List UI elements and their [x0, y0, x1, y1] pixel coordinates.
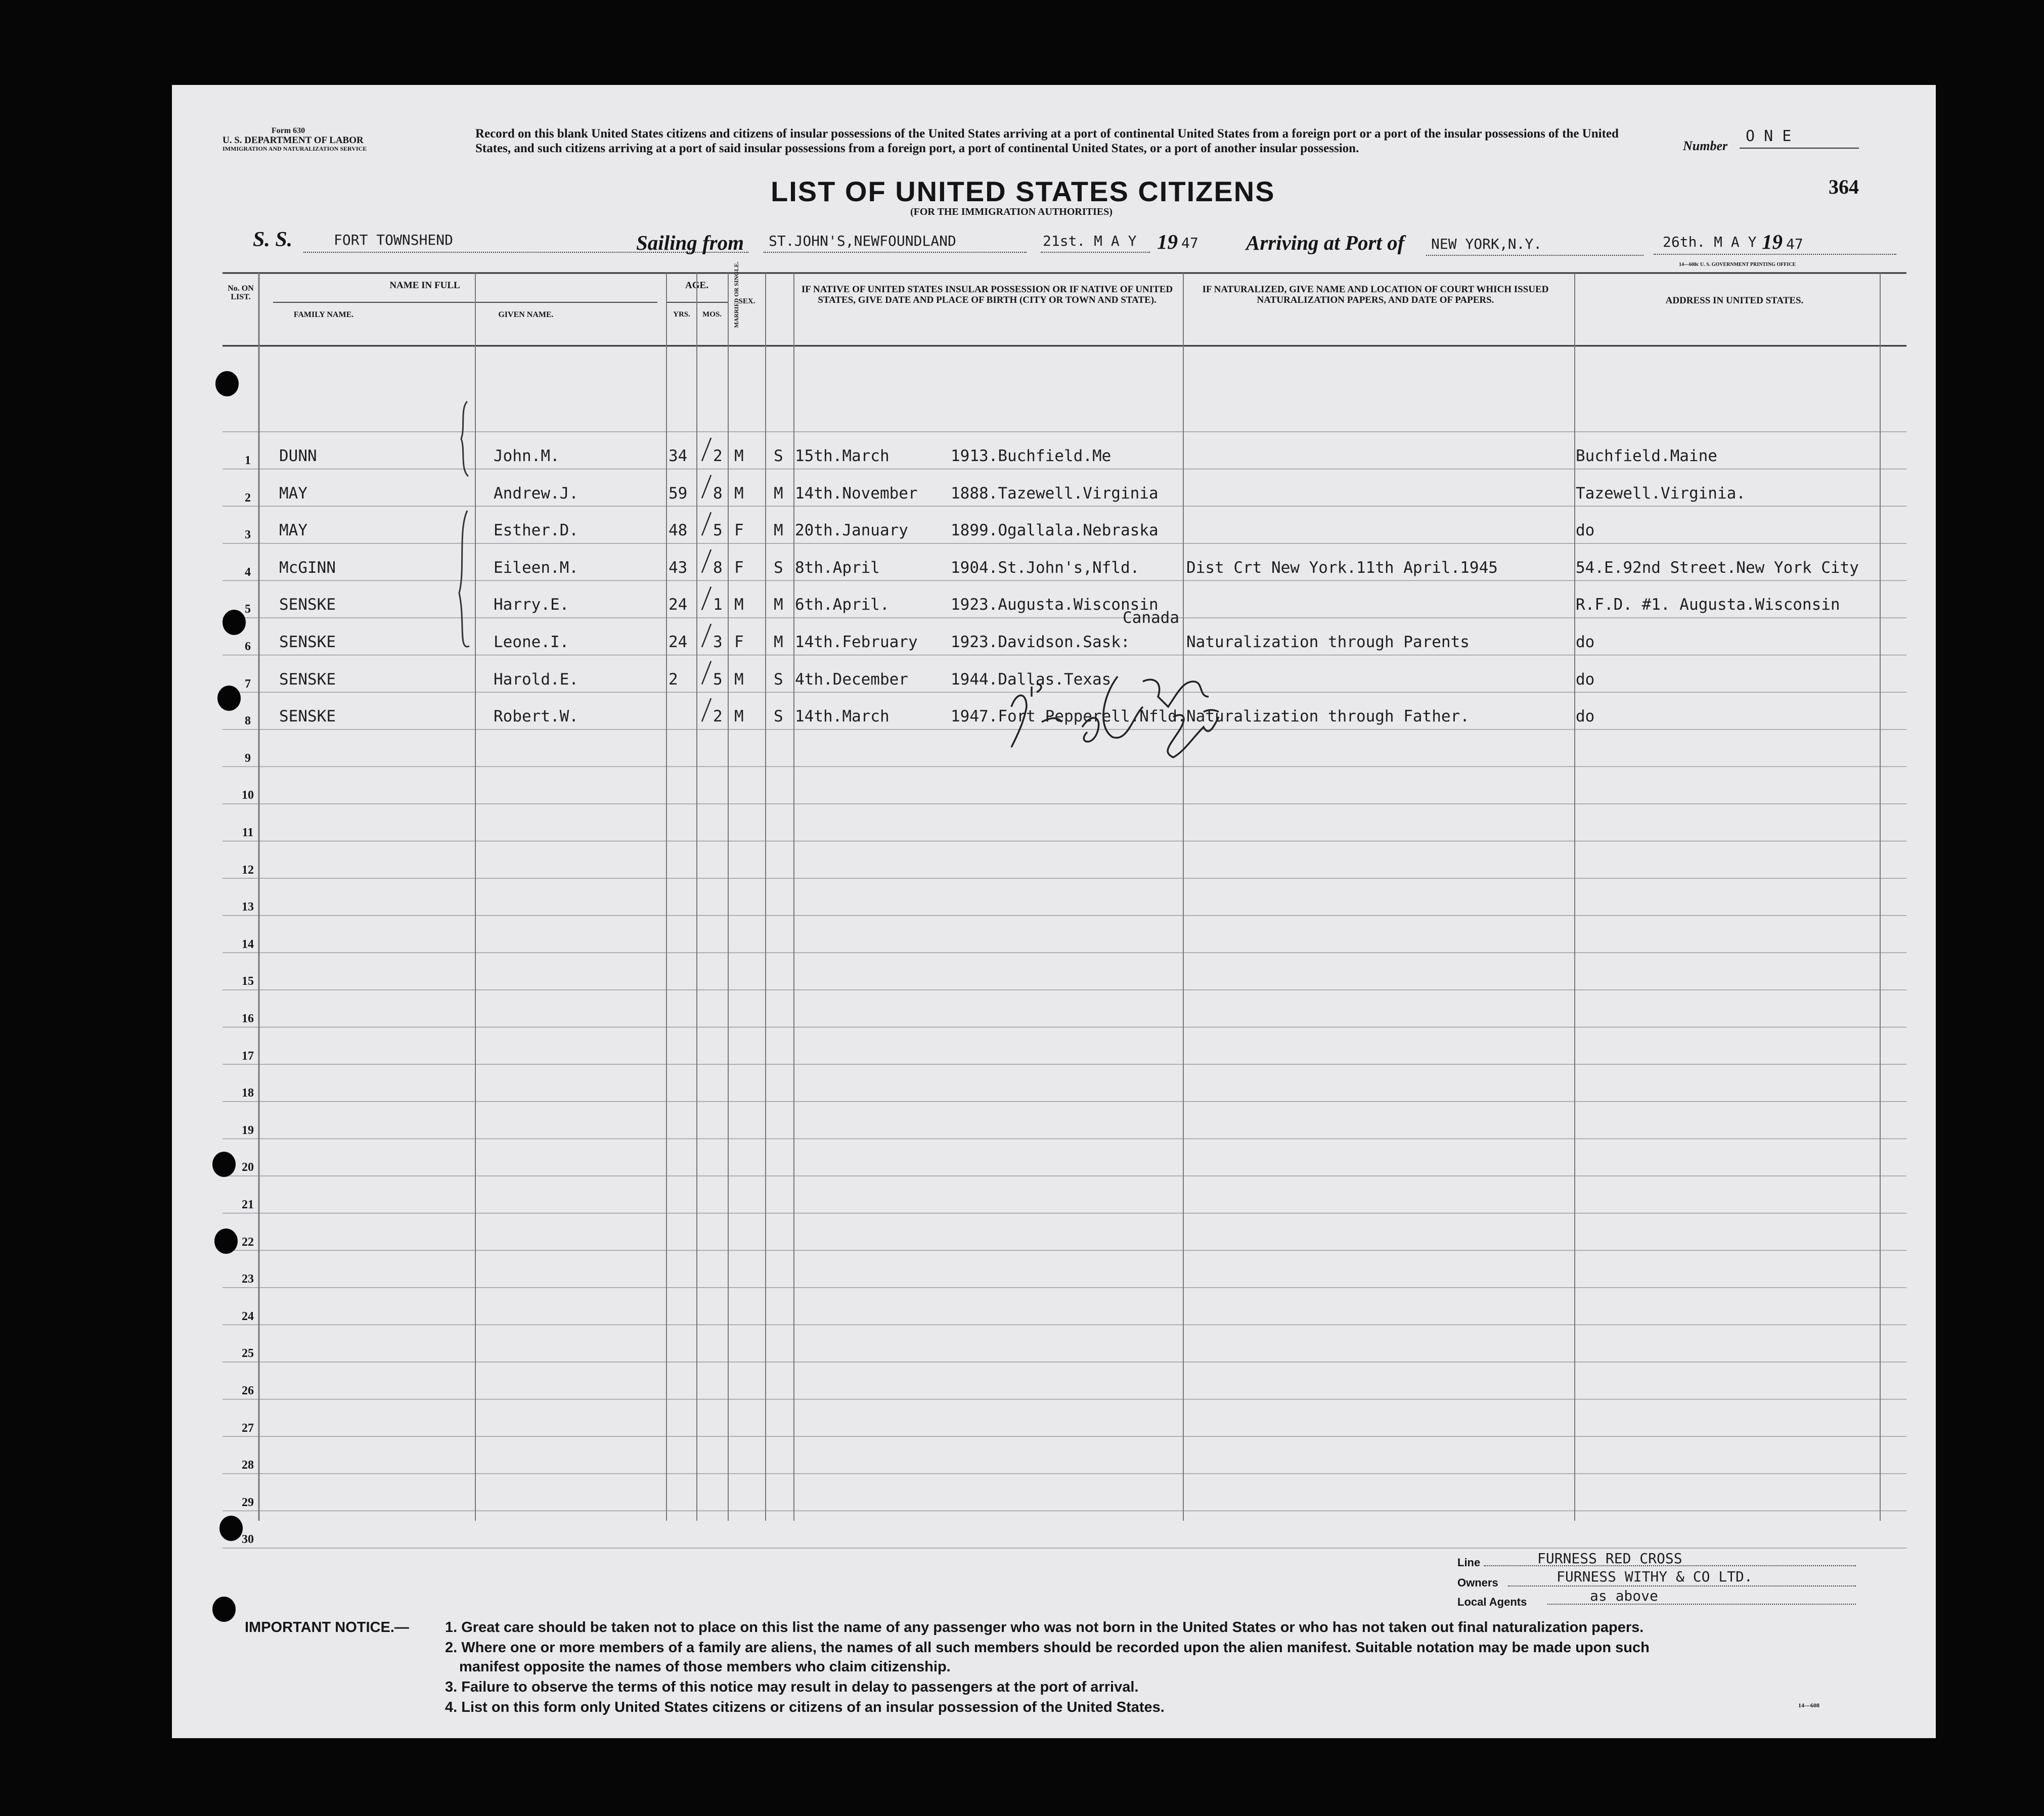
row-number: 8 [245, 714, 251, 728]
sailing-port: ST.JOHN'S,NEWFOUNDLAND [769, 233, 956, 249]
sailing-year: 47 [1181, 235, 1198, 251]
age-months: 5 [713, 521, 723, 540]
birth-place: 1888.Tazewell.Virginia [951, 484, 1159, 503]
col-naturalized: IF NATURALIZED, GIVE NAME AND LOCATION OF COURT WHICH ISSUED NATURALIZATION PAPERS, AND DATE OF PAPERS. [1202, 284, 1549, 305]
age-years: 34 [669, 447, 688, 465]
birth-place-extra: Canada [1123, 609, 1179, 627]
arrival-year-prefix: 19 [1762, 230, 1783, 253]
col-native: IF NATIVE OF UNITED STATES INSULAR POSSESSION OR IF NATIVE OF UNITED STATES, GIVE DATE AND PLACE OF BIRTH (CITY OR TOWN AND STATE). [801, 284, 1173, 305]
line-value: FURNESS RED CROSS [1537, 1550, 1682, 1567]
birth-date: 8th.April [795, 558, 880, 577]
row-number: 17 [242, 1049, 254, 1063]
given-name: Andrew.J. [494, 484, 579, 503]
family-name: MAY [279, 521, 307, 540]
us-address: do [1576, 633, 1595, 651]
marital-status: M [774, 521, 783, 540]
col-sex: SEX. [738, 297, 756, 305]
age-months: 1 [713, 596, 723, 614]
birth-place: 1899.Ogallala.Nebraska [951, 521, 1159, 540]
form-instructions: Record on this blank United States citizens and citizens of insular possessions of the United States arriving at a port of continental United States from a foreign port or a port of the insular possessions of the United States, and such citizens arriving at a port of said insular possessions from a foreign port, a port of continental United States, or a port of another insular possession. [475, 127, 1619, 155]
row-number: 11 [242, 826, 254, 839]
row-number: 19 [242, 1123, 254, 1137]
row-number: 27 [242, 1421, 254, 1435]
ss-label: S. S. [253, 228, 293, 251]
age-months: 2 [713, 707, 723, 726]
agents-label: Local Agents [1457, 1596, 1527, 1608]
row-number: 29 [242, 1495, 254, 1509]
binder-hole [217, 686, 241, 711]
arrival-year: 47 [1786, 236, 1803, 252]
family-name: SENSKE [279, 707, 336, 726]
number-value: O N E [1746, 127, 1792, 145]
arrival-date: 26th. M A Y [1663, 234, 1757, 250]
age-months: 2 [713, 447, 723, 465]
agents-underline [1547, 1604, 1856, 1605]
birth-place: 1923.Augusta.Wisconsin [951, 596, 1159, 614]
handwritten-annotation [172, 85, 1936, 1738]
us-address: do [1576, 521, 1595, 540]
line-underline [1484, 1565, 1856, 1566]
row-number: 30 [242, 1533, 254, 1547]
page-subtitle: (FOR THE IMMIGRATION AUTHORITIES) [910, 206, 1113, 217]
manifest-page [172, 85, 1936, 1738]
sex: F [734, 521, 744, 540]
marital-status: S [774, 707, 783, 726]
row-number: 23 [242, 1273, 254, 1286]
family-name: McGINN [279, 558, 336, 577]
row-number: 25 [242, 1347, 254, 1360]
binder-hole [223, 610, 246, 635]
sex: M [734, 484, 744, 503]
col-mos: MOS. [702, 310, 722, 319]
age-years: 2 [669, 670, 678, 689]
given-name: Harold.E. [494, 670, 579, 689]
row-number: 10 [242, 789, 254, 802]
us-address: Tazewell.Virginia. [1576, 484, 1746, 503]
binder-hole [214, 1229, 238, 1254]
birth-date: 20th.January [795, 521, 908, 540]
binder-hole [212, 1152, 236, 1177]
service: IMMIGRATION AND NATURALIZATION SERVICE [223, 145, 367, 153]
binder-hole [219, 1516, 243, 1541]
sex: M [734, 447, 744, 465]
age-months: 8 [713, 484, 723, 503]
form-code: 14—608 [1798, 1702, 1819, 1709]
row-number: 26 [242, 1384, 254, 1397]
col-family-name: FAMILY NAME. [293, 310, 354, 319]
birth-place: 1913.Buchfield.Me [951, 447, 1112, 465]
handwriting-strokes [1011, 676, 1219, 757]
age-months: 5 [713, 670, 723, 689]
row-number: 2 [245, 491, 251, 505]
naturalization-details: Dist Crt New York.11th April.1945 [1186, 558, 1498, 577]
family-name: SENSKE [279, 596, 336, 614]
form-number: Form 630 [271, 126, 305, 135]
row-number: 5 [245, 603, 251, 616]
birth-date: 14th.March [795, 707, 890, 726]
age-months: 3 [713, 633, 723, 651]
page-title: LIST OF UNITED STATES CITIZENS [771, 175, 1275, 207]
birth-place: 1904.St.John's,Nfld. [951, 558, 1140, 577]
row-number: 14 [242, 937, 254, 951]
birth-date: 15th.March [795, 447, 890, 465]
family-name: SENSKE [279, 670, 336, 689]
arriving-label: Arriving at Port of [1246, 231, 1405, 254]
owners-value: FURNESS WITHY & CO LTD. [1557, 1568, 1753, 1585]
age-years: 24 [669, 633, 688, 651]
row-number: 12 [242, 863, 254, 877]
sex: M [734, 596, 744, 614]
department: U. S. DEPARTMENT OF LABOR [223, 134, 364, 146]
arrival-port: NEW YORK,N.Y. [1431, 236, 1542, 252]
row-number: 3 [245, 528, 251, 542]
page-number: 364 [1829, 175, 1859, 198]
birth-place: 1944.Dallas.Texas [951, 670, 1112, 689]
notice-item-2: 2. Where one or more members of a family are aliens, the names of all such members should be recorded upon the alien manifest. Suitable notation may be made upon such [445, 1640, 1650, 1656]
given-name: Leone.I. [494, 633, 569, 651]
row-number: 18 [242, 1086, 254, 1100]
birth-date: 4th.December [795, 670, 908, 689]
naturalization-details: Naturalization through Father. [1186, 707, 1470, 726]
given-name: John.M. [494, 447, 560, 465]
line-label: Line [1457, 1556, 1481, 1569]
row-number: 15 [242, 975, 254, 988]
col-no: No. ON LIST. [228, 284, 254, 301]
birth-date: 6th.April. [795, 596, 890, 614]
col-given-name: GIVEN NAME. [498, 310, 554, 319]
given-name: Eileen.M. [494, 558, 579, 577]
row-number: 22 [242, 1235, 254, 1249]
notice-item-3: 3. Failure to observe the terms of this notice may result in delay to passengers at the port of arrival. [445, 1679, 1139, 1695]
row-number: 13 [242, 900, 254, 914]
us-address: R.F.D. #1. Augusta.Wisconsin [1576, 596, 1840, 614]
given-name: Robert.W. [494, 707, 579, 726]
given-name: Harry.E. [494, 596, 569, 614]
row-number: 1 [245, 454, 251, 467]
age-years: 59 [669, 484, 688, 503]
age-years: 43 [669, 558, 688, 577]
col-address: ADDRESS IN UNITED STATES. [1665, 295, 1804, 306]
sex: F [734, 633, 744, 651]
sex: F [734, 558, 744, 577]
age-years: 24 [669, 596, 688, 614]
birth-date: 14th.February [795, 633, 918, 651]
col-name-group: NAME IN FULL [389, 280, 460, 291]
row-number: 4 [245, 565, 251, 579]
ship-name: FORT TOWNSHEND [334, 232, 454, 248]
col-married-single: MARRIED OR SINGLE. [733, 261, 740, 328]
marital-status: M [774, 484, 783, 503]
row-number: 21 [242, 1198, 254, 1211]
given-name: Esther.D. [494, 521, 579, 540]
notice-heading: IMPORTANT NOTICE.— [245, 1619, 409, 1636]
number-label: Number [1683, 139, 1728, 153]
marital-status: S [774, 447, 783, 465]
row-number: 16 [242, 1012, 254, 1025]
owners-label: Owners [1457, 1576, 1498, 1589]
col-age-group: AGE. [685, 280, 708, 291]
notice-item-4: 4. List on this form only United States citizens or citizens of an insular possession of the United States. [445, 1699, 1165, 1715]
family-name: MAY [279, 484, 307, 503]
sailing-date: 21st. M A Y [1043, 233, 1137, 249]
notice-item-1: 1. Great care should be taken not to place on this list the name of any passenger who was not born in the United States or who has not taken out final naturalization papers. [445, 1619, 1644, 1636]
family-name: SENSKE [279, 633, 336, 651]
row-number: 20 [242, 1161, 254, 1174]
birth-place: 1947.Fort Pepperell.Nfld. [951, 707, 1187, 726]
family-name: DUNN [279, 447, 317, 465]
sailing-year-prefix: 19 [1157, 230, 1178, 253]
us-address: Buchfield.Maine [1576, 447, 1717, 465]
age-months: 8 [713, 558, 723, 577]
sex: M [734, 670, 744, 689]
age-years: 48 [669, 521, 688, 540]
binder-hole [215, 371, 239, 396]
sailing-label: Sailing from [636, 231, 744, 254]
marital-status: S [774, 670, 783, 689]
printer-note: 14—608c U. S. GOVERNMENT PRINTING OFFICE [1679, 262, 1796, 267]
row-number: 28 [242, 1459, 254, 1472]
us-address: do [1576, 707, 1595, 726]
sex: M [734, 707, 744, 726]
marital-status: M [774, 633, 783, 651]
owners-underline [1508, 1585, 1856, 1586]
row-number: 7 [245, 677, 251, 691]
binder-hole [212, 1597, 236, 1622]
agents-value: as above [1590, 1587, 1658, 1604]
row-number: 6 [245, 640, 251, 653]
birth-place: 1923.Davidson.Sask: [951, 633, 1130, 651]
marital-status: M [774, 596, 783, 614]
marital-status: S [774, 558, 783, 577]
notice-item-2-cont: manifest opposite the names of those members who claim citizenship. [459, 1659, 951, 1675]
row-number: 9 [245, 751, 251, 765]
col-yrs: YRS. [673, 310, 690, 319]
us-address: do [1576, 670, 1595, 689]
us-address: 54.E.92nd Street.New York City [1576, 558, 1859, 577]
naturalization-details: Naturalization through Parents [1186, 633, 1470, 651]
birth-date: 14th.November [795, 484, 918, 503]
row-number: 24 [242, 1309, 254, 1323]
